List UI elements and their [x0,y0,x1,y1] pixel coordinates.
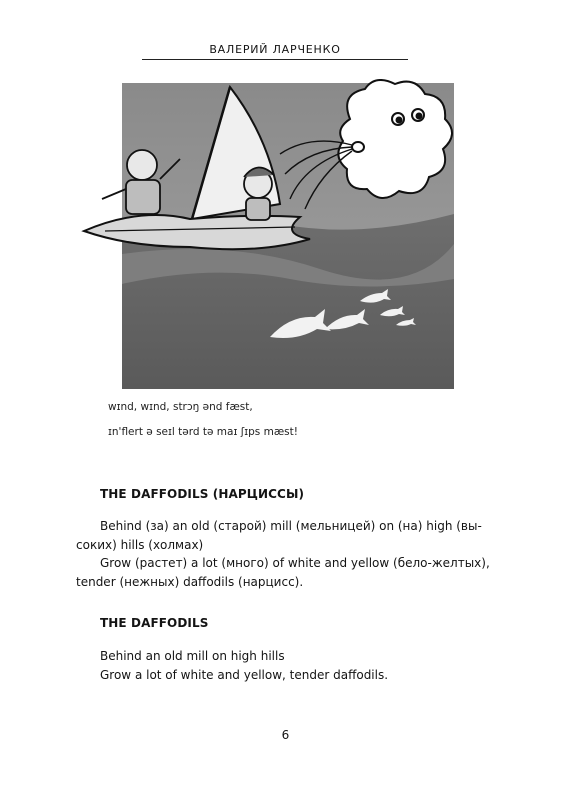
boat-leaf [84,215,310,249]
running-header: ВАЛЕРИЙ ЛАРЧЕНКО [209,43,341,56]
bilingual-line: Behind (за) an old (старой) mill (мельницей) on (на) high (вы- [100,519,482,533]
page-number: 6 [281,728,290,742]
illustration-boat-wind [80,79,460,389]
bilingual-line: tender (нежных) daffodils (нарцисс). [76,574,304,589]
bilingual-line: Grow (растет) a lot (много) of white and yellow (бело-желтых), [100,556,490,570]
english-line: Behind an old mill on high hills [100,649,285,663]
bilingual-paragraph [76,517,490,591]
bilingual-line: соких) hills (холмах) [76,537,204,552]
transcription-line-1: wɪnd, wɪnd, strɔŋ ənd fæst, [108,401,253,413]
transcription-line-2: ɪn'flert ə seɪl tərd tə maɪ ʃɪps mæst! [108,426,298,438]
section-heading-bilingual: THE DAFFODILS (НАРЦИССЫ) [100,487,305,501]
section-heading-english: THE DAFFODILS [100,616,209,630]
english-paragraph [76,647,473,684]
header-rule [142,59,408,60]
english-line: Grow a lot of white and yellow, tender daffodils. [100,667,389,682]
